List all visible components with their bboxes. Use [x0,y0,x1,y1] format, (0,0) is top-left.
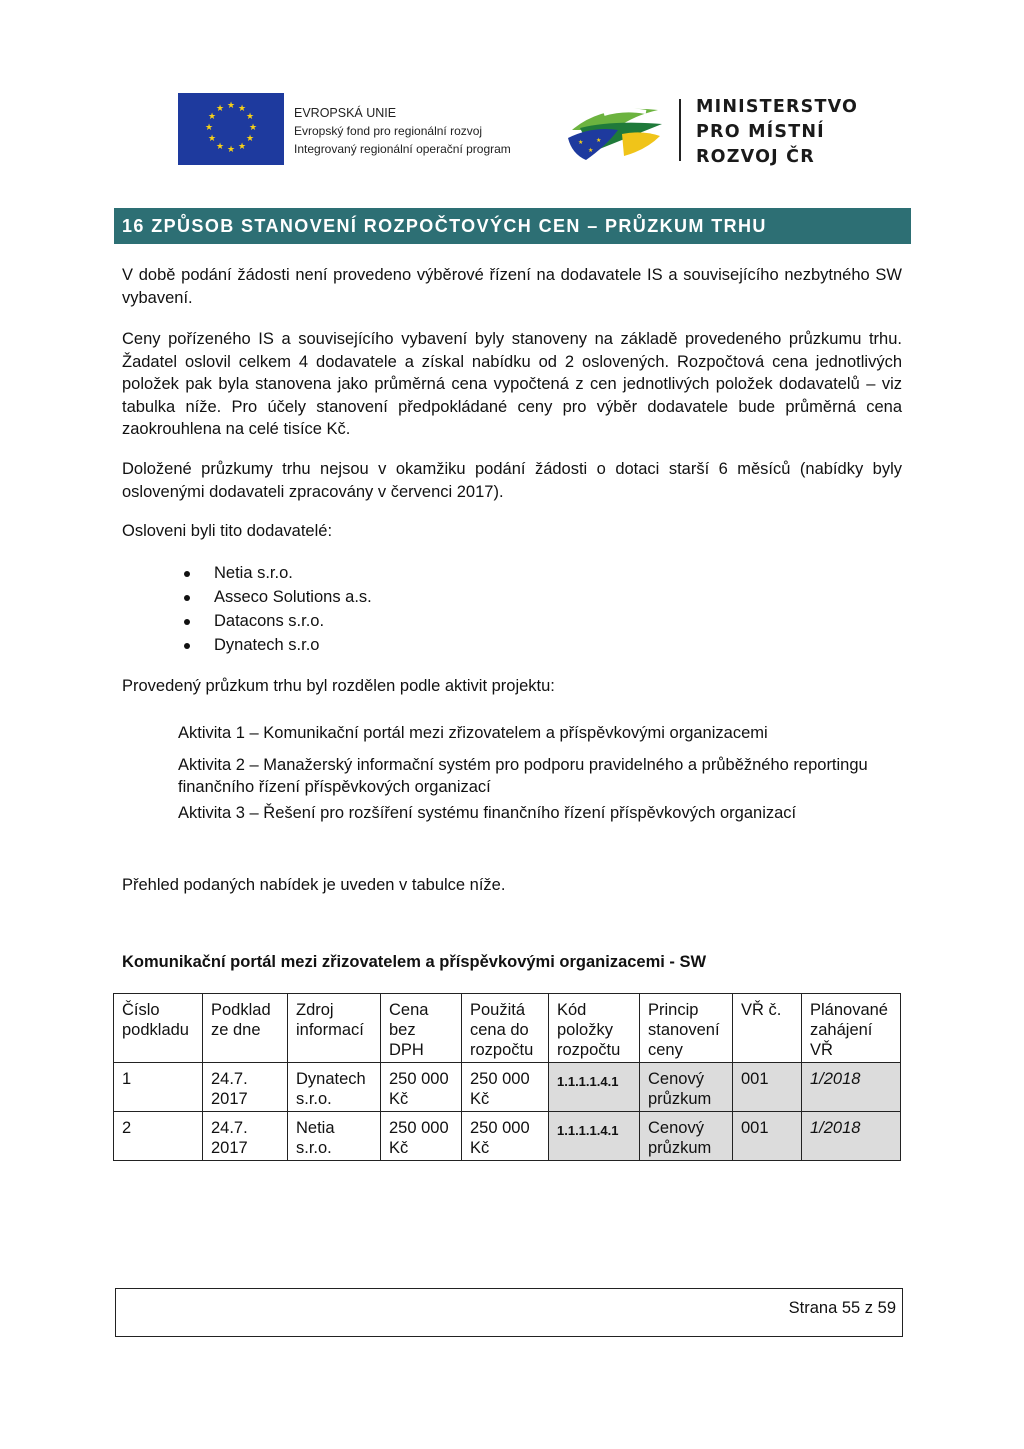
list-item: Asseco Solutions a.s. [184,585,372,609]
cell-zahajeni: 1/2018 [802,1063,901,1112]
ministry-line-1: MINISTERSTVO [696,97,859,117]
eu-flag-icon [178,93,284,165]
list-item: Netia s.r.o. [184,561,372,585]
cell-pouzita: 250 000 Kč [462,1112,549,1161]
cell-datum: 24.7. 2017 [203,1063,288,1112]
overview-sentence: Přehled podaných nabídek je uveden v tabulce níže. [122,876,506,894]
cell-kod: 1.1.1.1.4.1 [549,1112,640,1161]
cell-cislo: 1 [114,1063,203,1112]
svg-text:★: ★ [215,104,225,114]
cell-pouzita: 250 000 Kč [462,1063,549,1112]
activity-2: Aktivita 2 – Manažerský informační systém pro podporu pravidelného a průběžného reportingu finančního řízení příspěvkových organizací [178,756,868,796]
svg-text:★: ★ [215,142,225,152]
table-header-row [114,994,901,1063]
eu-line-2: Evropský fond pro regionální rozvoj [294,124,483,138]
suppliers-intro: Osloveni byli tito dodavatelé: [122,522,333,540]
cell-vr: 001 [733,1112,802,1161]
ministry-line-2: PRO MÍSTNÍ [696,122,825,142]
col-header-podklad: Podklad ze dne [203,994,288,1063]
activities-intro: Provedený průzkum trhu byl rozdělen podle aktivit projektu: [122,677,555,695]
col-header-kod: Kód položky rozpočtu [549,994,640,1063]
table-row [114,1063,901,1112]
svg-text:★: ★ [207,134,217,144]
table-row [114,1112,901,1161]
table-title: Komunikační portál mezi zřizovatelem a příspěvkovými organizacemi - SW [122,953,707,971]
paragraph-3: Doložené průzkumy trhu nejsou v okamžiku podání žádosti o dotaci starší 6 měsíců (nabídky byly oslovenými dodavateli zpracovány v červenci 2017). [122,460,902,501]
col-header-zdroj: Zdroj informací [288,994,381,1063]
svg-text:★: ★ [248,123,258,133]
col-header-cislo: Číslo podkladu [114,994,203,1063]
cell-princip: Cenový průzkum [640,1063,733,1112]
cell-datum: 24.7. 2017 [203,1112,288,1161]
logo-divider [679,99,681,161]
eu-stars [178,93,284,165]
page-number: Strana 55 z 59 [788,1299,896,1317]
svg-text:★: ★ [237,142,247,152]
svg-text:★: ★ [245,134,255,144]
section-heading: 16 ZPŮSOB STANOVENÍ ROZPOČTOVÝCH CEN – PRŮZKUM TRHU [114,208,911,244]
svg-text:★: ★ [588,147,594,154]
col-header-cena: Cena bez DPH [381,994,462,1063]
offers-table [113,993,901,1161]
eu-line-1: EVROPSKÁ UNIE [294,106,397,120]
svg-text:★: ★ [237,104,247,114]
cell-cislo: 2 [114,1112,203,1161]
activity-3: Aktivita 3 – Řešení pro rozšíření systému finančního řízení příspěvkových organizací [178,804,797,822]
activity-1: Aktivita 1 – Komunikační portál mezi zřizovatelem a příspěvkovými organizacemi [178,724,768,742]
svg-text:★: ★ [207,112,217,122]
ministry-line-3: ROZVOJ ČR [696,147,815,167]
svg-text:★: ★ [226,101,236,111]
list-item: Dynatech s.r.o [184,633,372,657]
suppliers-list [184,561,372,657]
paragraph-2: Ceny pořízeného IS a souvisejícího vybavení byly stanoveny na základě provedeného průzkumu trhu. Žadatel oslovil celkem 4 dodavatele a získal nabídku od 2 oslovených. Rozpočtová cena jednotlivých položek pak byla stanovena jako průměrná cena vypočtená z cen jednotlivých položek dodavatelů – viz tabulka níže. Pro účely stanovení předpokládané ceny pro výběr dodavatele bude průměrná cena zaokrouhlena na celé tisíce Kč. [122,330,902,438]
eu-program-text [294,104,511,158]
cell-cena: 250 000 Kč [381,1063,462,1112]
mmr-logo-icon [562,100,668,162]
eu-line-3: Integrovaný regionální operační program [294,142,511,156]
list-item: Datacons s.r.o. [184,609,372,633]
ministry-name [696,95,858,170]
col-header-vr: VŘ č. [733,994,802,1063]
svg-text:★: ★ [204,123,214,133]
cell-zdroj: Netia s.r.o. [288,1112,381,1161]
cell-zahajeni: 1/2018 [802,1112,901,1161]
cell-cena: 250 000 Kč [381,1112,462,1161]
col-header-princip: Princip stanovení ceny [640,994,733,1063]
cell-vr: 001 [733,1063,802,1112]
cell-kod: 1.1.1.1.4.1 [549,1063,640,1112]
svg-text:★: ★ [578,139,584,146]
paragraph-1: V době podání žádosti není provedeno výběrové řízení na dodavatele IS a souvisejícího nezbytného SW vybavení. [122,266,902,307]
svg-text:★: ★ [226,145,236,155]
col-header-zahajeni: Plánované zahájení VŘ [802,994,901,1063]
svg-text:★: ★ [596,137,602,144]
cell-zdroj: Dynatech s.r.o. [288,1063,381,1112]
footer-box [115,1288,903,1337]
svg-text:★: ★ [245,112,255,122]
col-header-pouzita: Použitá cena do rozpočtu [462,994,549,1063]
cell-princip: Cenový průzkum [640,1112,733,1161]
